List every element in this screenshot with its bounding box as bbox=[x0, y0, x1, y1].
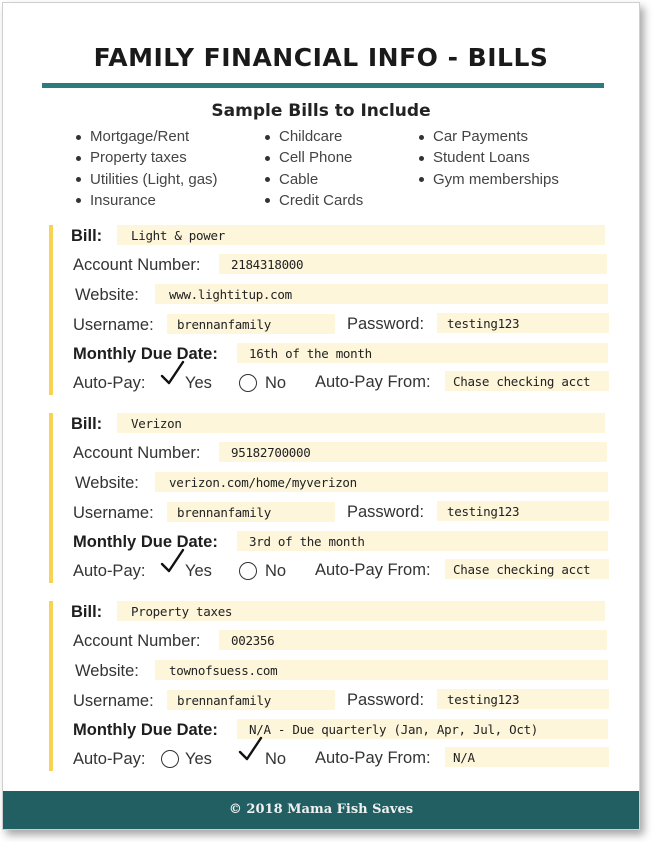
sample-bills-column-1 bbox=[73, 126, 218, 211]
account-number-value: 002356 bbox=[231, 633, 275, 648]
auto-pay-no-label: No bbox=[265, 750, 287, 768]
website-label: Website: bbox=[75, 474, 139, 492]
list-item: Cell Phone bbox=[262, 147, 363, 168]
auto-pay-yes-label: Yes bbox=[185, 562, 212, 580]
list-item: Credit Cards bbox=[262, 190, 363, 211]
bill-side-bar bbox=[49, 601, 53, 771]
auto-pay-no-radio[interactable] bbox=[239, 374, 257, 392]
bill-label: Bill: bbox=[71, 603, 103, 621]
check-mark-icon bbox=[159, 360, 185, 386]
title-divider bbox=[42, 83, 604, 88]
website-label: Website: bbox=[75, 662, 139, 680]
monthly-due-date-value: 3rd of the month bbox=[249, 534, 365, 549]
account-number-value: 2184318000 bbox=[231, 257, 304, 272]
sample-bills-column-2 bbox=[262, 126, 363, 211]
list-item: Property taxes bbox=[73, 147, 218, 168]
website-value: townofsuess.com bbox=[169, 663, 278, 678]
sample-bills-column-3 bbox=[416, 126, 559, 190]
check-mark-icon bbox=[159, 548, 185, 574]
auto-pay-label: Auto-Pay: bbox=[73, 374, 146, 392]
list-item: Gym memberships bbox=[416, 169, 559, 190]
list-item: Childcare bbox=[262, 126, 363, 147]
auto-pay-no-label: No bbox=[265, 562, 287, 580]
website-value: verizon.com/home/myverizon bbox=[169, 475, 357, 490]
account-number-label: Account Number: bbox=[73, 444, 201, 462]
auto-pay-from-value: Chase checking acct bbox=[453, 562, 591, 577]
auto-pay-from-label: Auto-Pay From: bbox=[315, 561, 431, 579]
auto-pay-from-label: Auto-Pay From: bbox=[315, 749, 431, 767]
bill-side-bar bbox=[49, 225, 53, 395]
list-item: Cable bbox=[262, 169, 363, 190]
password-value: testing123 bbox=[447, 692, 520, 707]
account-number-value: 95182700000 bbox=[231, 445, 311, 460]
password-value: testing123 bbox=[447, 504, 520, 519]
username-label: Username: bbox=[73, 504, 154, 522]
page-footer bbox=[3, 791, 639, 829]
auto-pay-from-label: Auto-Pay From: bbox=[315, 373, 431, 391]
auto-pay-no-radio[interactable] bbox=[239, 562, 257, 580]
bill-record bbox=[49, 413, 611, 583]
bill-record bbox=[49, 601, 611, 771]
list-item: Student Loans bbox=[416, 147, 559, 168]
list-item: Insurance bbox=[73, 190, 218, 211]
monthly-due-date-label: Monthly Due Date: bbox=[73, 345, 218, 363]
website-label: Website: bbox=[75, 286, 139, 304]
account-number-field[interactable] bbox=[219, 630, 607, 650]
auto-pay-from-value: N/A bbox=[453, 750, 475, 765]
bill-field[interactable] bbox=[117, 413, 605, 433]
username-value: brennanfamily bbox=[177, 693, 271, 708]
bills-worksheet-page bbox=[2, 2, 640, 830]
auto-pay-from-value: Chase checking acct bbox=[453, 374, 591, 389]
monthly-due-date-value: N/A - Due quarterly (Jan, Apr, Jul, Oct) bbox=[249, 722, 539, 737]
copyright-text: © 2018 Mama Fish Saves bbox=[228, 802, 414, 817]
monthly-due-date-value: 16th of the month bbox=[249, 346, 372, 361]
password-label: Password: bbox=[347, 503, 425, 521]
check-mark-icon bbox=[237, 736, 263, 762]
page-title: FAMILY FINANCIAL INFO - BILLS bbox=[93, 43, 549, 72]
list-item: Car Payments bbox=[416, 126, 559, 147]
bill-label: Bill: bbox=[71, 227, 103, 245]
auto-pay-yes-radio[interactable] bbox=[161, 750, 179, 768]
auto-pay-label: Auto-Pay: bbox=[73, 562, 146, 580]
auto-pay-yes-label: Yes bbox=[185, 750, 212, 768]
username-value: brennanfamily bbox=[177, 505, 271, 520]
username-value: brennanfamily bbox=[177, 317, 271, 332]
website-value: www.lightitup.com bbox=[169, 287, 292, 302]
monthly-due-date-label: Monthly Due Date: bbox=[73, 721, 218, 739]
bill-name-value: Verizon bbox=[131, 416, 182, 431]
password-value: testing123 bbox=[447, 316, 520, 331]
bill-label: Bill: bbox=[71, 415, 103, 433]
password-label: Password: bbox=[347, 315, 425, 333]
bill-side-bar bbox=[49, 413, 53, 583]
account-number-label: Account Number: bbox=[73, 256, 201, 274]
auto-pay-no-label: No bbox=[265, 374, 287, 392]
bill-record bbox=[49, 225, 611, 395]
username-label: Username: bbox=[73, 692, 154, 710]
list-item: Mortgage/Rent bbox=[73, 126, 218, 147]
bill-name-value: Property taxes bbox=[131, 604, 233, 619]
monthly-due-date-label: Monthly Due Date: bbox=[73, 533, 218, 551]
auto-pay-yes-label: Yes bbox=[185, 374, 212, 392]
auto-pay-label: Auto-Pay: bbox=[73, 750, 146, 768]
account-number-label: Account Number: bbox=[73, 632, 201, 650]
list-item: Utilities (Light, gas) bbox=[73, 169, 218, 190]
sample-bills-heading: Sample Bills to Include bbox=[211, 101, 431, 121]
username-label: Username: bbox=[73, 316, 154, 334]
bill-name-value: Light & power bbox=[131, 228, 225, 243]
password-label: Password: bbox=[347, 691, 425, 709]
